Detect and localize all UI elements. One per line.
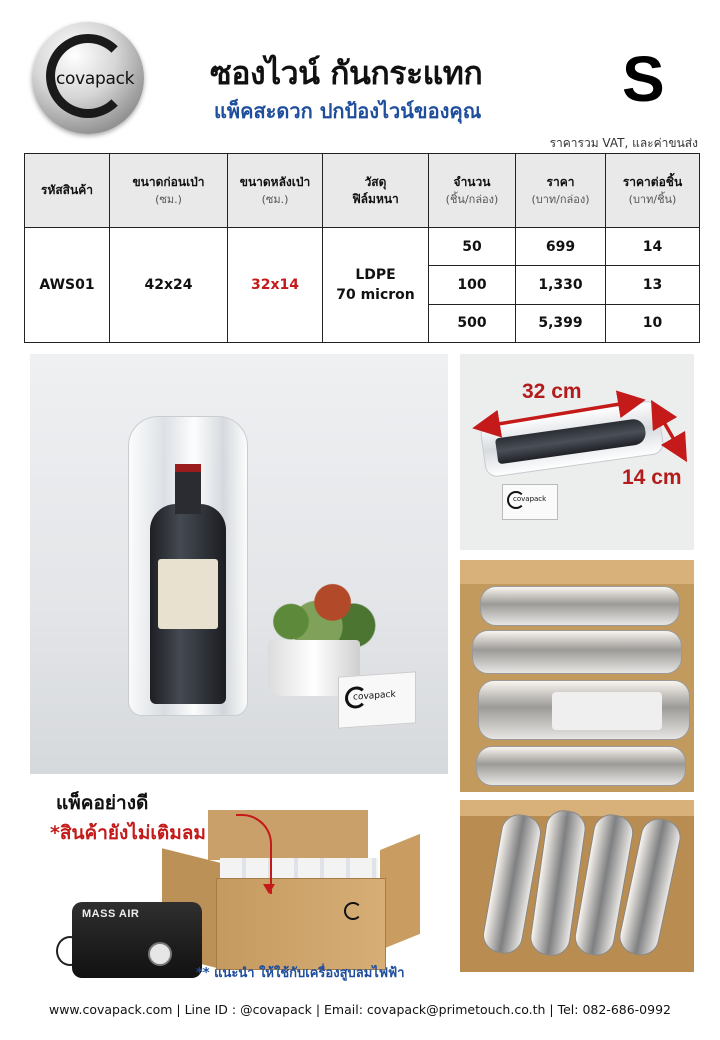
footer-contact: www.covapack.com | Line ID : @covapack | Email: covapack@primetouch.co.th | Tel: 082-686-0992: [48, 1002, 671, 1017]
air-pump: [72, 902, 202, 978]
header-code: รหัสสินค้า: [25, 154, 110, 228]
cell-qty: 50: [429, 228, 516, 266]
air-bag-roll: [480, 586, 680, 626]
cell-price: 699: [516, 228, 606, 266]
carton-right-flap: [380, 834, 420, 950]
carton-logo-mark: [344, 902, 362, 920]
product-photo-box-horizontal: [460, 560, 694, 792]
cell-material: [323, 228, 429, 343]
cell-price: 5,399: [516, 304, 606, 342]
header-size-after: ขนาดหลังเป่า (ซม.): [228, 154, 323, 228]
cell-code: AWS01: [25, 228, 110, 343]
brand-card: [338, 671, 416, 728]
size-badge: S: [622, 43, 665, 115]
table-row: [25, 228, 700, 266]
promo-note: *สินค้ายังไม่เติมลม: [50, 822, 206, 844]
bottle-label: [552, 692, 662, 730]
bottle-neck: [175, 464, 201, 514]
cell-unit-price: 10: [606, 304, 700, 342]
cell-price: 1,330: [516, 266, 606, 304]
page-title: ซองไวน์ กันกระแทก: [210, 54, 483, 92]
air-bag-roll: [472, 630, 682, 674]
header-size-before: ขนาดก่อนเป่า (ซม.): [110, 154, 228, 228]
product-photo-box-vertical: [460, 800, 694, 972]
material-type: LDPE: [355, 267, 396, 283]
header-qty: จำนวน (ชิ้น/กล่อง): [429, 154, 516, 228]
price-note: ราคารวม VAT, และค่าขนส่ง: [549, 136, 698, 150]
pointer-arrow-head: [263, 884, 275, 894]
cell-size-after: 32x14: [228, 228, 323, 343]
air-bag-roll: [476, 746, 686, 786]
spec-table: [24, 153, 700, 343]
header-unit-price: ราคาต่อชิ้น (บาท/ชิ้น): [606, 154, 700, 228]
cell-unit-price: 13: [606, 266, 700, 304]
length-arrow: [486, 402, 632, 426]
table-header-row: [25, 154, 700, 228]
pointer-arrow: [236, 814, 272, 894]
pump-gauge-icon: [148, 942, 172, 966]
cell-unit-price: 14: [606, 228, 700, 266]
width-label: 14 cm: [622, 466, 682, 489]
carton-back-flap: [208, 810, 368, 860]
cell-qty: 500: [429, 304, 516, 342]
cell-size-before: 42x24: [110, 228, 228, 343]
card-wordmark: covapack: [513, 495, 547, 503]
header-price: ราคา (บาท/กล่อง): [516, 154, 606, 228]
logo-wordmark: covapack: [56, 69, 135, 89]
page-subtitle: แพ็คสะดวก ปกป้องไวน์ของคุณ: [214, 99, 482, 123]
product-photo-dimensions: [460, 354, 694, 550]
product-photo-main: [30, 354, 448, 774]
card-wordmark: covapack: [353, 689, 396, 703]
length-label: 32 cm: [522, 380, 582, 403]
box-flap: [460, 560, 694, 584]
header-material: วัสดุ ฟิล์มหนา: [323, 154, 429, 228]
brand-logo: [32, 22, 144, 134]
cell-qty: 100: [429, 266, 516, 304]
width-arrow: [658, 412, 680, 450]
pump-brand: MASS AIR: [82, 908, 140, 920]
material-thickness: 70 micron: [336, 287, 415, 303]
bottle-label: [158, 559, 218, 629]
pump-recommendation: ** แนะนำ ให้ใช้กับเครื่องสูบลมไฟฟ้า: [196, 966, 405, 981]
promo-title: แพ็คอย่างดี: [56, 792, 149, 814]
